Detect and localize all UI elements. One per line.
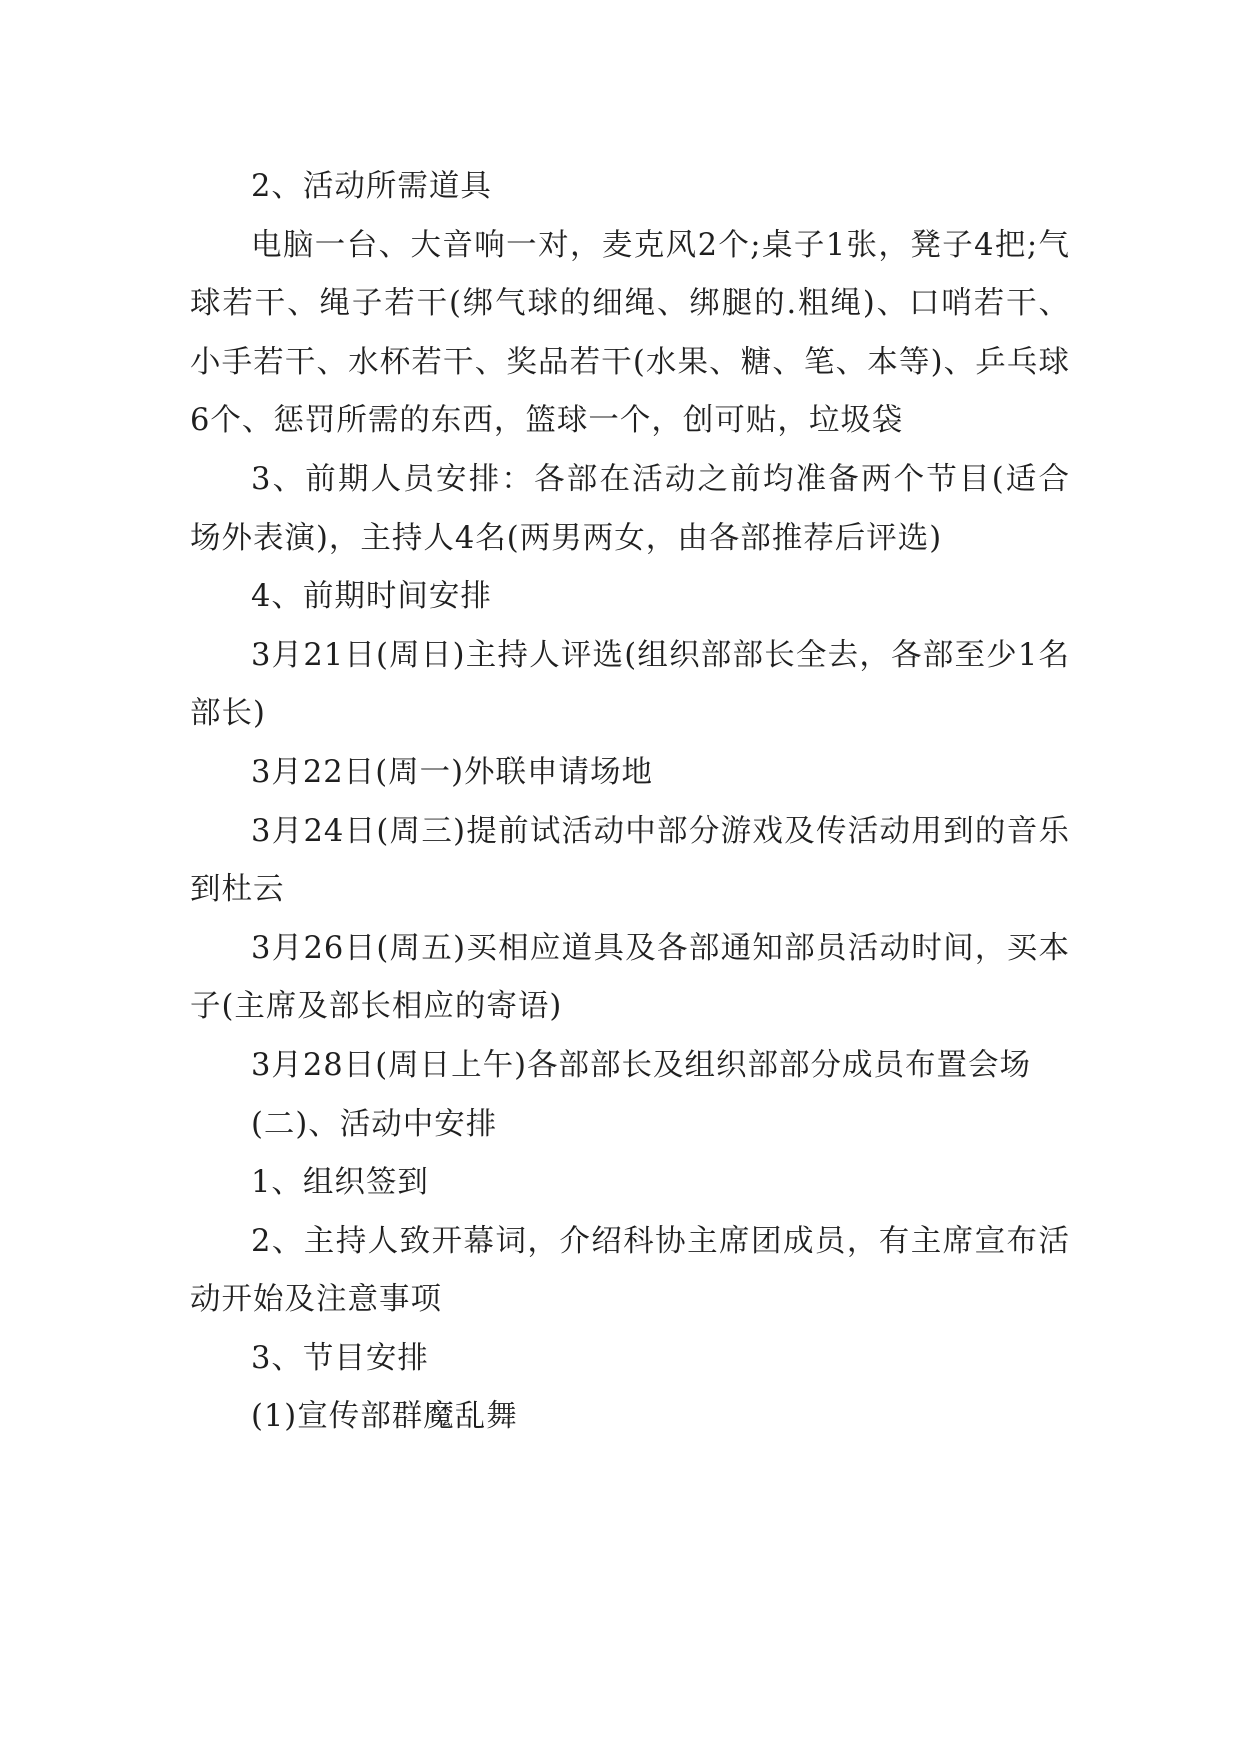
staff-arrangement-paragraph: 3、前期人员安排：各部在活动之前均准备两个节目(适合场外表演)，主持人4名(两男两女，由各部推荐后评选) — [190, 461, 1070, 556]
section-heading-during-event: (二)、活动中安排 — [251, 1106, 498, 1142]
event-step-program: 3、节目安排 — [251, 1340, 429, 1376]
program-item-1: (1)宣传部群魔乱舞 — [251, 1399, 518, 1435]
event-step-opening: 2、主持人致开幕词，介绍科协主席团成员，有主席宣布活动开始及注意事项 — [190, 1223, 1070, 1318]
event-step-signin: 1、组织签到 — [251, 1165, 429, 1201]
schedule-item-mar26: 3月26日(周五)买相应道具及各部通知部员活动时间，买本子(主席及部长相应的寄语) — [190, 930, 1070, 1025]
props-list-paragraph: 电脑一台、大音响一对，麦克风2个;桌子1张，凳子4把;气球若干、绳子若干(绑气球的细绳、绑腿的.粗绳)、口哨若干、小手若干、水杯若干、奖品若干(水果、糖、笔、本等)、乒乓球6个、惩罚所需的东西，篮球一个，创可贴，垃圾袋 — [190, 227, 1070, 439]
schedule-item-mar24: 3月24日(周三)提前试活动中部分游戏及传活动用到的音乐到杜云 — [190, 813, 1070, 908]
section-heading-props: 2、活动所需道具 — [251, 169, 492, 204]
schedule-item-mar21: 3月21日(周日)主持人评选(组织部部长全去，各部至少1名部长) — [190, 637, 1070, 732]
section-heading-schedule: 4、前期时间安排 — [251, 579, 492, 615]
document-body — [190, 158, 1070, 1447]
schedule-item-mar28: 3月28日(周日上午)各部部长及组织部部分成员布置会场 — [251, 1047, 1032, 1083]
schedule-item-mar22: 3月22日(周一)外联申请场地 — [251, 754, 654, 790]
